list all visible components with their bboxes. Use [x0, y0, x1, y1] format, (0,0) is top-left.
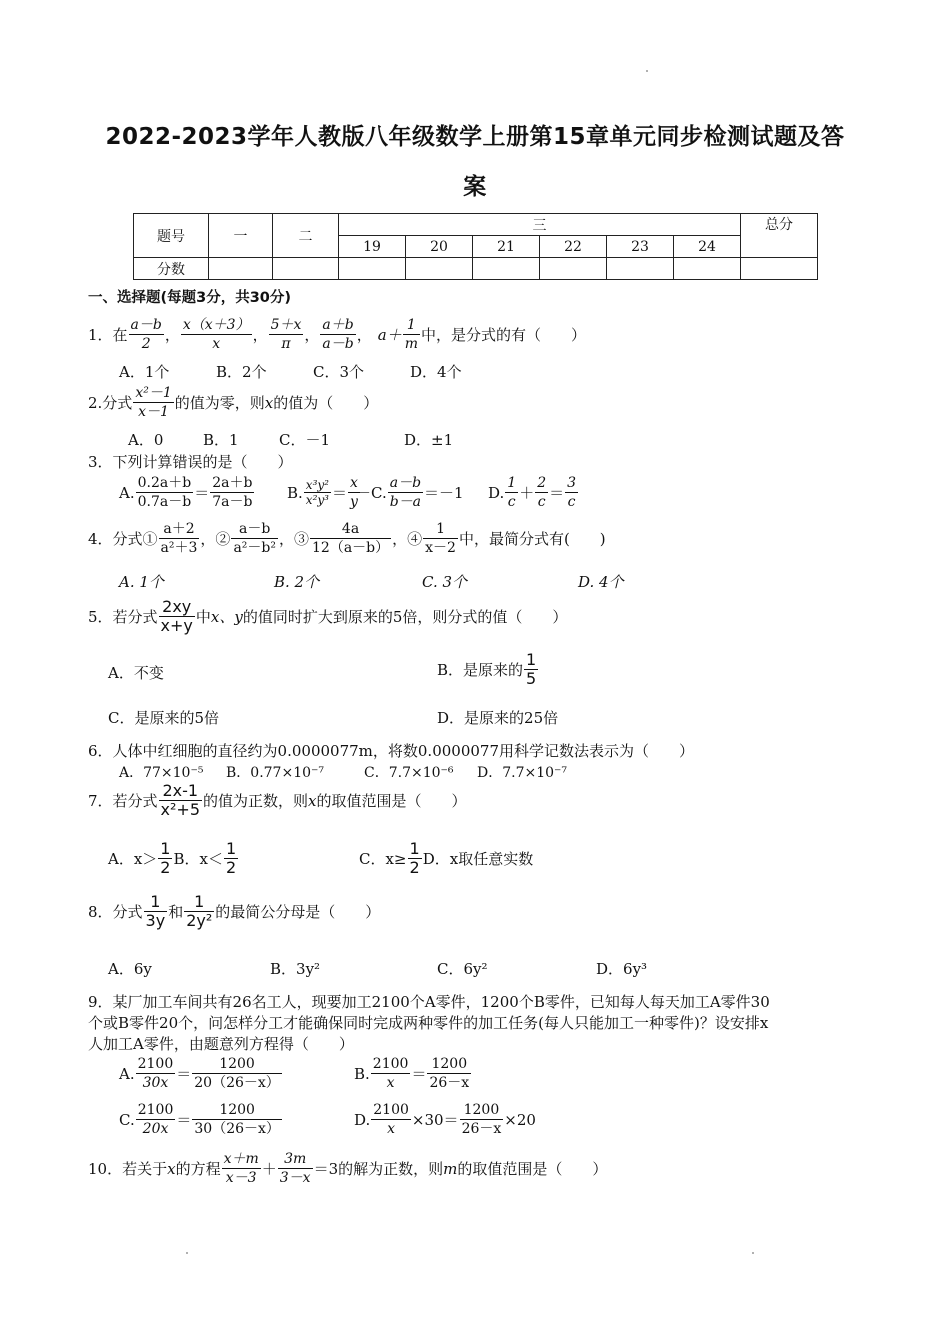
q-text: a＋	[377, 326, 402, 344]
fraction: $\frac{\text{x³y²}}{\text{x²y³}}$	[305, 478, 329, 507]
q-text: 的取值范围是（ ）	[316, 792, 467, 810]
option-d[interactable]: D．6y³	[596, 960, 648, 978]
q-var: x	[264, 393, 274, 412]
q-text: 中	[195, 608, 211, 626]
question-10: 10．若关于 x 的方程 $\frac{x+m}{x-3}$ ＋ $\frac{3m}{3-x}$ ＝3的解为正数，则 m 的取值范围是（ ）	[88, 1151, 608, 1186]
option-c[interactable]: C. 3个	[422, 573, 468, 591]
option-d[interactable]: D. $\frac{1}{c}$ ＋ $\frac{2}{c}$ ＝ $\frac{3}{c}$	[488, 475, 577, 510]
q-text: 1．在	[88, 326, 128, 344]
header-cell: 24	[674, 236, 741, 258]
fraction: $\frac{a-b}{b-a}$	[389, 475, 422, 510]
question-5	[88, 598, 567, 635]
fraction: $\frac{2100}{x}$	[373, 1102, 409, 1137]
option-a[interactable]: A. $\frac{2100}{30x}$ ＝ $\frac{1200}{20(26-x)}$	[119, 1056, 280, 1091]
option-b[interactable]: B. $\frac{2100}{x}$ ＝ $\frac{1200}{26-x}$	[354, 1056, 470, 1091]
fraction: $\frac{1200}{20(26-x)}$	[194, 1056, 280, 1091]
q-text: 的值为（ ）	[273, 394, 379, 412]
question-8: 8．分式 $\frac{1}{3y}$ 和 $\frac{1}{\text{2y²}}$ 的最简公分母是（ ）	[88, 892, 381, 930]
q-text: 7．若分式	[88, 792, 158, 810]
fraction: $\frac{1}{5}$	[526, 650, 537, 688]
option-c-d[interactable]: C．x≥ $\frac{1}{2}$ D．x取任意实数	[359, 839, 534, 877]
q-text: 的最简公分母是（ ）	[215, 903, 381, 921]
score-cell[interactable]	[209, 258, 273, 280]
fraction: $\frac{1}{2}$	[225, 839, 237, 877]
option-a[interactable]: A．1个	[119, 363, 170, 381]
option-c[interactable]: C．－1	[279, 431, 331, 449]
page-title: 2022-2023学年人教版八年级数学上册第15章单元同步检测试题及答	[105, 124, 845, 150]
option-a[interactable]: A．77×10⁻⁵	[119, 765, 204, 781]
question-9-line3: 人加工A零件，由题意列方程得（ ）	[88, 1035, 354, 1053]
header-cell: 23	[607, 236, 674, 258]
fraction: $\frac{1200}{26-x}$	[461, 1102, 502, 1137]
option-b[interactable]: B．是原来的 $\frac{1}{5}$	[437, 650, 537, 688]
fraction: $\frac{a+b}{a-b}$	[322, 317, 354, 352]
q-text: 中，最简分式有( )	[458, 530, 606, 548]
option-a[interactable]: A. $\frac{0.2a+b}{0.7a-b}$ ＝ $\frac{2a+b}{7a-b}$	[119, 475, 253, 510]
fraction: $\frac{1}{3y}$	[145, 892, 166, 930]
option-a[interactable]: A．不变	[108, 664, 164, 682]
header-cell: 22	[540, 236, 607, 258]
fraction: $\frac{2a+b}{7a-b}$	[212, 475, 253, 510]
score-cell[interactable]	[741, 258, 818, 280]
question-9-line2: 个或B零件20个，问怎样分工才能确保同时完成两种零件的加工任务(每人只能加工一种零件)？设安排x	[88, 1014, 769, 1032]
header-cell: 三	[339, 214, 741, 236]
q-var: x	[167, 1159, 176, 1178]
q-var: x	[308, 791, 317, 810]
score-cell[interactable]	[473, 258, 540, 280]
fraction: $\frac{a+2}{\text{a²＋3}}$	[160, 521, 198, 556]
decor-dot	[186, 1252, 188, 1254]
fraction: $\frac{x}{y}$	[349, 475, 358, 510]
option-c[interactable]: C．7.7×10⁻⁶	[364, 765, 454, 781]
page-title-cont: 案	[463, 174, 487, 200]
option-c[interactable]: －C. $\frac{a-b}{b-a}$ ＝－1	[356, 475, 464, 510]
option-c[interactable]: C．3个	[313, 363, 365, 381]
fraction: $\frac{2x-1}{\text{x²+5}}$	[160, 781, 201, 819]
q-text: 4．分式①	[88, 530, 158, 548]
question-2	[88, 384, 378, 421]
score-cell[interactable]	[406, 258, 473, 280]
question-3: 3．下列计算错误的是（ ）	[88, 453, 293, 471]
option-d[interactable]: D．4个	[410, 363, 462, 381]
fraction: $\frac{2xy}{x+y}$	[160, 597, 193, 635]
score-cell[interactable]	[674, 258, 741, 280]
option-a-b[interactable]: A．x＞ $\frac{1}{2}$ B．x＜ $\frac{1}{2}$	[108, 839, 237, 877]
q-text: 的值同时扩大到原来的5倍，则分式的值（ ）	[242, 608, 568, 626]
fraction: $\frac{1}{2}$	[160, 839, 171, 877]
q-text: 中，是分式的有（ ）	[420, 326, 586, 344]
score-cell[interactable]	[540, 258, 607, 280]
score-cell[interactable]	[339, 258, 406, 280]
question-9-line1: 9．某厂加工车间共有26名工人，现要加工2100个A零件，1200个B零件，已知每人每天加工A零件30	[88, 993, 770, 1011]
fraction: $\frac{1}{c}$	[507, 475, 517, 510]
option-b[interactable]: B. $\frac{\text{x³y²}}{\text{x²y³}}$ ＝ $\frac{x}{y}$	[287, 475, 358, 510]
header-cell: 21	[473, 236, 540, 258]
q-text: 10．若关于	[88, 1160, 168, 1178]
fraction: $\frac{2100}{30x}$	[137, 1056, 174, 1091]
option-c[interactable]: C．6y²	[437, 960, 488, 978]
q-text: 2.分式	[88, 394, 133, 412]
q-text: 5．若分式	[88, 608, 158, 626]
q-text: 的方程	[175, 1160, 221, 1178]
option-d[interactable]: D．是原来的25倍	[437, 709, 559, 727]
fraction: $\frac{4a}{12(a-b)}$	[312, 521, 390, 556]
q-text: ＝3的解为正数，则	[313, 1160, 444, 1178]
option-d[interactable]: D. $\frac{2100}{x}$ ×30＝ $\frac{1200}{26-x}$ ×20	[354, 1102, 536, 1137]
fraction: $\frac{1}{x-2}$	[425, 521, 456, 556]
header-cell: 一	[209, 214, 273, 258]
option-d[interactable]: D．7.7×10⁻⁷	[477, 765, 568, 781]
header-cell: 总分	[741, 214, 818, 258]
section-heading: 一、选择题(每题3分，共30分)	[88, 290, 292, 306]
fraction: $\frac{2100}{x}$	[372, 1056, 409, 1091]
header-cell: 题号	[134, 214, 209, 258]
fraction: $\frac{2100}{20x}$	[137, 1102, 174, 1137]
fraction: $\frac{5+x}{\pi}$	[270, 317, 302, 352]
fraction: $\frac{a-b}{\text{a²－b²}}$	[233, 521, 276, 556]
fraction: $\frac{1}{\text{2y²}}$	[186, 892, 213, 930]
q-var: x、y	[210, 608, 243, 626]
fraction: $\frac{0.2a+b}{0.7a-b}$	[137, 475, 192, 510]
score-table	[133, 213, 818, 280]
option-a[interactable]: A．6y	[108, 960, 152, 978]
option-b[interactable]: B. 2个	[274, 573, 320, 591]
q-text: 的值为正数，则	[203, 792, 309, 810]
fraction: $\frac{\text{x²－1}}{x-1}$	[135, 385, 172, 420]
option-a[interactable]: A. 1个	[119, 573, 164, 591]
q-text: 8．分式	[88, 903, 143, 921]
question-4: 4．分式① $\frac{a+2}{\text{a²＋3}}$ ，② $\frac{a-b}{\text{a²－b²}}$ ，③ $\frac{4a}{12(a-b)}$ ，④ $\frac{1}{x-2}$ 中，最简分式有( )	[88, 521, 606, 556]
question-7	[88, 782, 467, 819]
q-text: 的值为零，则	[174, 394, 265, 412]
fraction: $\frac{a-b}{2}$	[130, 317, 162, 352]
fraction: $\frac{3}{c}$	[567, 475, 577, 510]
option-d[interactable]: D. 4个	[578, 573, 624, 591]
question-6: 6．人体中红细胞的直径约为0.0000077m，将数0.0000077用科学记数法表示为（ ）	[88, 742, 695, 760]
option-a[interactable]: A．0	[128, 431, 164, 449]
score-cell[interactable]	[273, 258, 339, 280]
header-cell: 19	[339, 236, 406, 258]
q-var: m	[443, 1159, 458, 1178]
fraction: $\frac{2}{c}$	[537, 475, 547, 510]
fraction: $\frac{1200}{26-x}$	[429, 1056, 470, 1091]
fraction: $\frac{3m}{3-x}$	[279, 1151, 311, 1186]
option-b[interactable]: B．2个	[216, 363, 267, 381]
fraction: $\frac{x+m}{x-3}$	[223, 1151, 259, 1186]
question-1: 1．在 $\frac{a-b}{2}$ ， $\frac{x(x+3)}{x}$ ， $\frac{5+x}{\pi}$ ， $\frac{a+b}{a-b}$ ， a＋ $\frac{1}{m}$ 中，是分式的有（ ）	[88, 317, 586, 352]
option-b[interactable]: B．0.77×10⁻⁷	[226, 765, 325, 781]
fraction: $\frac{1200}{30(26-x)}$	[194, 1102, 280, 1137]
fraction: $\frac{1}{2}$	[409, 839, 420, 877]
option-b[interactable]: B．1	[203, 431, 239, 449]
option-d[interactable]: D．±1	[404, 431, 454, 449]
option-c[interactable]: C．是原来的5倍	[108, 709, 220, 727]
score-cell[interactable]	[607, 258, 674, 280]
row-label: 分数	[134, 258, 209, 280]
option-c[interactable]: C. $\frac{2100}{20x}$ ＝ $\frac{1200}{30(26-x)}$	[119, 1102, 280, 1137]
fraction: $\frac{1}{m}$	[404, 317, 418, 352]
option-b[interactable]: B．3y²	[270, 960, 321, 978]
decor-dot	[646, 70, 648, 72]
fraction: $\frac{x(x+3)}{x}$	[182, 317, 250, 352]
header-cell: 20	[406, 236, 473, 258]
decor-dot	[752, 1252, 754, 1254]
q-text: 的取值范围是（ ）	[457, 1160, 608, 1178]
header-cell: 二	[273, 214, 339, 258]
